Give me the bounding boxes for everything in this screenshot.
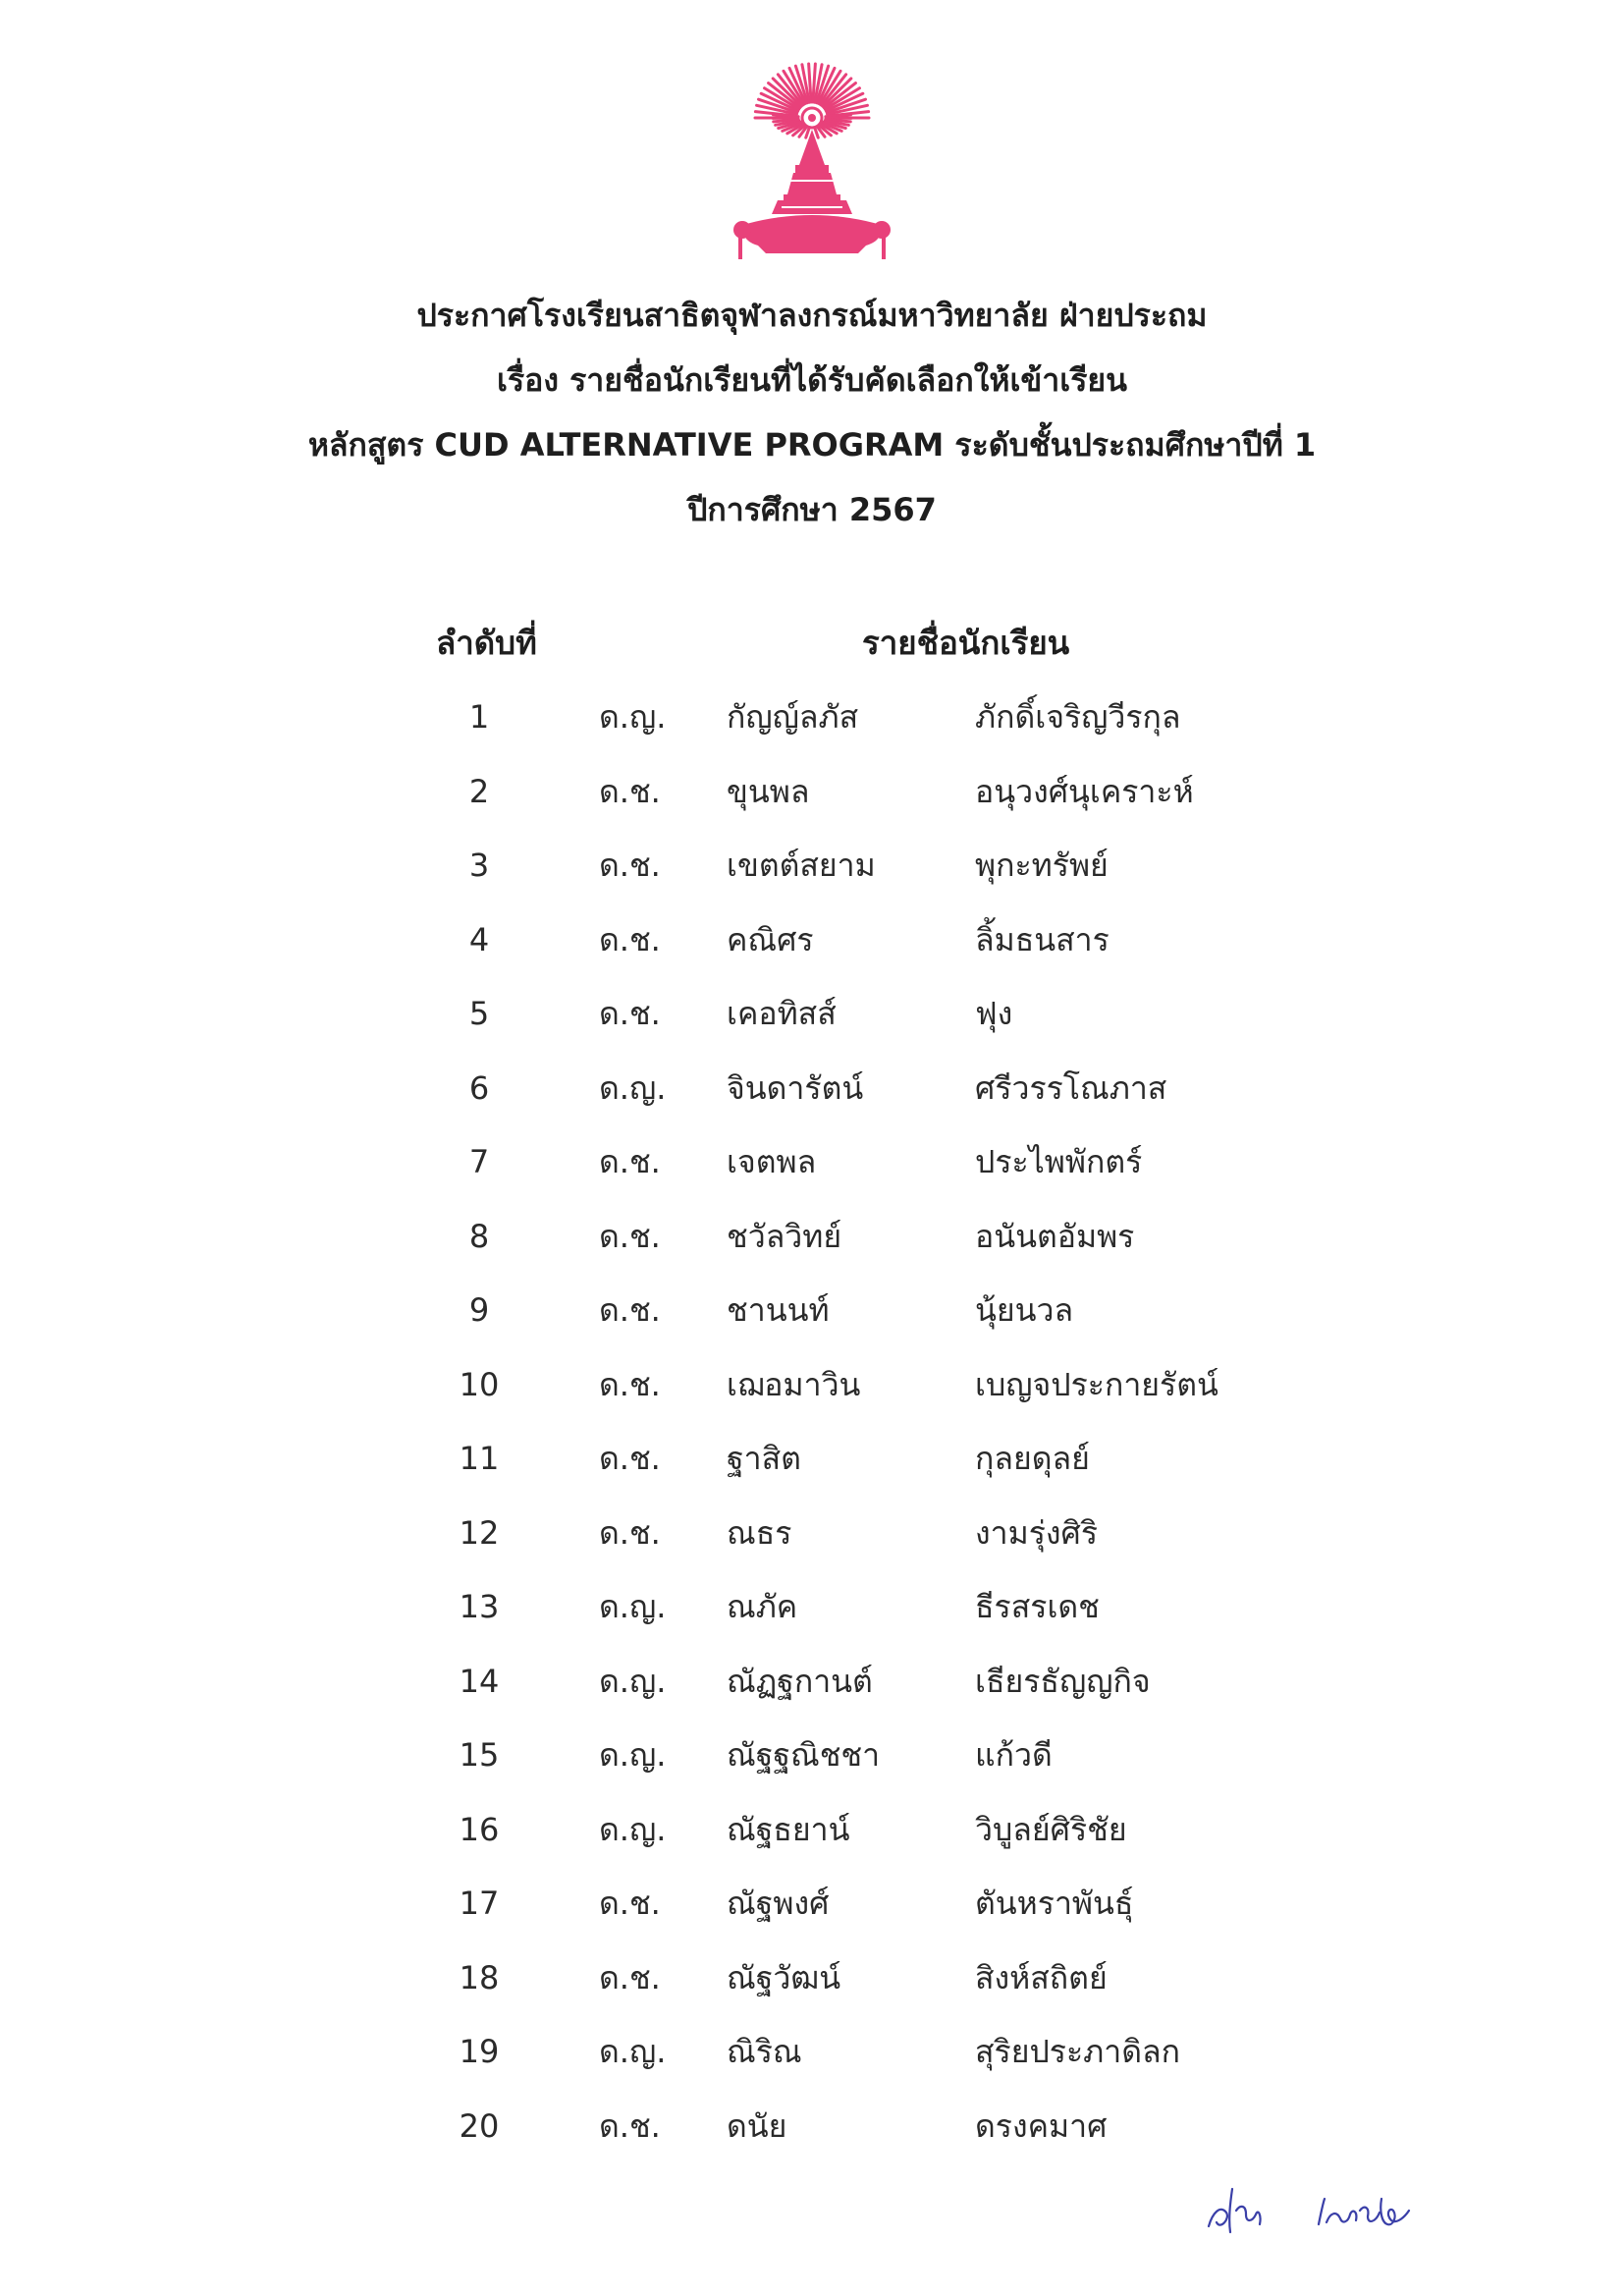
row-last-name: สุริยประภาดิลก xyxy=(975,2033,1180,2070)
row-first-name: เจตพล xyxy=(727,1143,817,1180)
announcement-header xyxy=(0,283,1624,542)
table-row xyxy=(0,910,1624,985)
table-row xyxy=(0,1059,1624,1133)
row-last-name: อนันตอัมพร xyxy=(975,1217,1135,1255)
row-last-name: แก้วดี xyxy=(975,1736,1053,1774)
row-first-name: ฐาสิต xyxy=(727,1440,801,1477)
table-row xyxy=(0,2022,1624,2097)
row-title: ด.ช. xyxy=(599,772,661,810)
row-last-name: เธียรธัญญกิจ xyxy=(975,1662,1151,1700)
signature-icon xyxy=(1203,2175,1458,2244)
row-title: ด.ช. xyxy=(599,1513,661,1552)
school-emblem-icon xyxy=(729,57,895,268)
row-title: ด.ญ. xyxy=(599,1588,667,1625)
row-number: 17 xyxy=(459,1885,500,1922)
row-title: ด.ช. xyxy=(599,1885,661,1922)
row-title: ด.ญ. xyxy=(599,1810,667,1848)
row-title: ด.ช. xyxy=(599,1365,661,1403)
header-line-1: ประกาศโรงเรียนสาธิตจุฬาลงกรณ์มหาวิทยาลัย ฝ่ายประถม xyxy=(416,297,1208,334)
row-title: ด.ช. xyxy=(599,995,661,1032)
table-row xyxy=(0,1132,1624,1207)
row-number: 1 xyxy=(468,698,490,736)
row-title: ด.ญ. xyxy=(599,1662,667,1700)
row-title: ด.ช. xyxy=(599,1291,661,1329)
row-first-name: เคอทิสส์ xyxy=(727,995,837,1032)
column-header-student-name: รายชื่อนักเรียน xyxy=(862,624,1070,662)
header-line-2: เรื่อง รายชื่อนักเรียนที่ได้รับคัดเลือกให้เข้าเรียน xyxy=(497,361,1127,399)
header-line-3: หลักสูตร CUD ALTERNATIVE PROGRAM ระดับชั้นประถมศึกษาปีที่ 1 xyxy=(307,426,1317,464)
row-first-name: ณัฐวัฒน์ xyxy=(727,1958,841,1996)
row-first-name: ณิริณ xyxy=(727,2033,802,2070)
table-row xyxy=(0,1281,1624,1355)
row-number: 7 xyxy=(468,1143,490,1180)
row-last-name: นุ้ยนวล xyxy=(975,1291,1074,1329)
row-last-name: ดรงคมาศ xyxy=(975,2106,1108,2145)
row-title: ด.ช. xyxy=(599,1143,661,1180)
row-first-name: ณัฐฐณิชชา xyxy=(727,1736,881,1774)
row-number: 13 xyxy=(459,1588,500,1625)
row-number: 18 xyxy=(459,1958,500,1996)
row-last-name: เบญจประกายรัตน์ xyxy=(975,1365,1218,1403)
row-number: 12 xyxy=(459,1513,500,1552)
table-row xyxy=(0,762,1624,837)
row-number: 20 xyxy=(459,2106,500,2145)
table-row xyxy=(0,1429,1624,1503)
row-number: 11 xyxy=(459,1440,500,1477)
row-title: ด.ญ. xyxy=(599,2033,667,2070)
row-last-name: ฟุง xyxy=(975,995,1013,1032)
table-row xyxy=(0,1725,1624,1800)
table-row xyxy=(0,1577,1624,1652)
row-last-name: ลิ้มธนสาร xyxy=(975,920,1110,958)
row-number: 15 xyxy=(459,1736,500,1774)
table-row xyxy=(0,1652,1624,1726)
row-first-name: ขุนพล xyxy=(727,772,810,810)
row-first-name: ชวัลวิทย์ xyxy=(727,1217,842,1255)
row-title: ด.ญ. xyxy=(599,1736,667,1774)
row-title: ด.ช. xyxy=(599,920,661,958)
table-row xyxy=(0,1800,1624,1875)
row-title: ด.ช. xyxy=(599,2106,661,2145)
row-title: ด.ญ. xyxy=(599,698,667,736)
row-title: ด.ช. xyxy=(599,1958,661,1996)
row-last-name: วิบูลย์ศิริชัย xyxy=(975,1810,1127,1848)
row-number: 10 xyxy=(459,1365,500,1403)
row-number: 4 xyxy=(468,920,490,958)
table-row xyxy=(0,1948,1624,2023)
row-first-name: กัญญ์ลภัส xyxy=(727,698,859,736)
row-last-name: ภักดิ์เจริญวีรกุล xyxy=(975,698,1181,736)
row-first-name: ดนัย xyxy=(727,2106,787,2145)
row-number: 5 xyxy=(468,995,490,1032)
row-last-name: พุกะทรัพย์ xyxy=(975,847,1109,884)
row-number: 3 xyxy=(468,847,490,884)
row-last-name: ธีรสรเดช xyxy=(975,1588,1100,1625)
row-first-name: เฌอมาวิน xyxy=(727,1365,861,1403)
row-first-name: ชานนท์ xyxy=(727,1291,830,1329)
row-last-name: สิงห์สถิตย์ xyxy=(975,1958,1108,1996)
row-first-name: จินดารัตน์ xyxy=(727,1068,864,1107)
student-list xyxy=(0,687,1624,2170)
table-row xyxy=(0,1355,1624,1430)
row-last-name: ศรีวรรโณภาส xyxy=(975,1068,1167,1107)
row-last-name: งามรุ่งศิริ xyxy=(975,1513,1098,1552)
header-line-4: ปีการศึกษา 2567 xyxy=(687,491,937,528)
row-first-name: เขตต์สยาม xyxy=(727,847,876,884)
row-number: 8 xyxy=(468,1217,490,1255)
row-first-name: ณัฐพงศ์ xyxy=(727,1885,830,1922)
table-row xyxy=(0,836,1624,910)
table-row xyxy=(0,687,1624,762)
row-first-name: ณธร xyxy=(727,1513,792,1552)
column-header-order: ลำดับที่ xyxy=(436,624,537,662)
row-first-name: คณิศร xyxy=(727,920,814,958)
row-title: ด.ญ. xyxy=(599,1068,667,1107)
row-number: 2 xyxy=(468,772,490,810)
row-first-name: ณัฐธยาน์ xyxy=(727,1810,850,1848)
row-last-name: อนุวงศ์นุเคราะห์ xyxy=(975,772,1194,810)
row-last-name: ประไพพักตร์ xyxy=(975,1143,1143,1180)
row-first-name: ณภัค xyxy=(727,1588,798,1625)
row-last-name: กุลยดุลย์ xyxy=(975,1440,1090,1477)
row-number: 16 xyxy=(459,1810,500,1848)
row-number: 19 xyxy=(459,2033,500,2070)
row-number: 6 xyxy=(468,1068,490,1107)
row-last-name: ตันหราพันธุ์ xyxy=(975,1885,1134,1922)
table-row xyxy=(0,984,1624,1059)
row-title: ด.ช. xyxy=(599,1217,661,1255)
table-row xyxy=(0,1874,1624,1948)
row-title: ด.ช. xyxy=(599,1440,661,1477)
table-row xyxy=(0,1207,1624,1282)
table-row xyxy=(0,1503,1624,1578)
row-number: 9 xyxy=(468,1291,490,1329)
row-first-name: ณัฏฐกานต์ xyxy=(727,1662,873,1700)
row-title: ด.ช. xyxy=(599,847,661,884)
table-row xyxy=(0,2097,1624,2171)
row-number: 14 xyxy=(459,1662,500,1700)
